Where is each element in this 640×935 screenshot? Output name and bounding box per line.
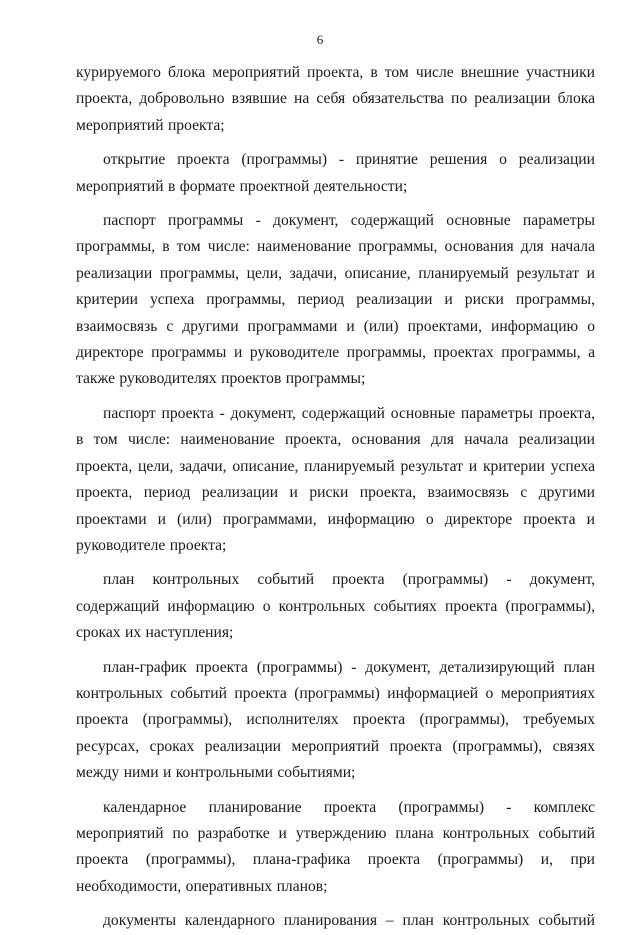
paragraph-planning-documents: документы календарного планирования – план контрольных событий [103, 912, 595, 930]
paragraph-project-passport: паспорт проекта - документ, содержащий основные параметры проекта, в том числе: наименование проекта, основания для начала реализации проекта, цели, задачи, описание, планируемый результат и критерии успеха проекта, период реализации и риски проекта, взаимосвязь с другими проектами и (или) программами, информацию о директоре проекта и руководителе проекта; [76, 404, 595, 554]
page-number: 6 [316, 32, 324, 47]
paragraph-continuation: курируемого блока мероприятий проекта, в том числе внешние участники проекта, добровольно взявшие на себя обязательства по реализации блока мероприятий проекта; [76, 64, 595, 134]
document-body [76, 60, 595, 935]
paragraph-program-passport: паспорт программы - документ, содержащий основные параметры программы, в том числе: наименование программы, основания для начала реализации программы, цели, задачи, описание, планируемый результат и критерии успеха программы, период реализации и риски программы, взаимосвязь с другими программами и (или) проектами, информацию о директоре программы и руководителе программы, проектах программы, а также руководителях проектов программы; [76, 212, 595, 388]
paragraph-control-events-plan: план контрольных событий проекта (программы) - документ, содержащий информацию о контрольных событиях проекта (программы), сроках их наступления; [76, 571, 595, 642]
paragraph-calendar-planning: календарное планирование проекта (программы) - комплекс мероприятий по разработке и утверждению плана контрольных событий проекта (программы), плана-графика проекта (программы) и, при необходимости, оперативных планов; [76, 798, 595, 895]
paragraph-schedule-plan: план-график проекта (программы) - документ, детализирующий план контрольных событий проекта (программы) информацией о мероприятиях проекта (программы), исполнителях проекта (программы), требуемых ресурсах, сроках реализации мероприятий проекта (программы), связях между ними и контрольными событиями; [76, 658, 595, 782]
paragraph-project-opening: открытие проекта (программы) - принятие решения о реализации мероприятий в формате проектной деятельности; [76, 151, 595, 195]
